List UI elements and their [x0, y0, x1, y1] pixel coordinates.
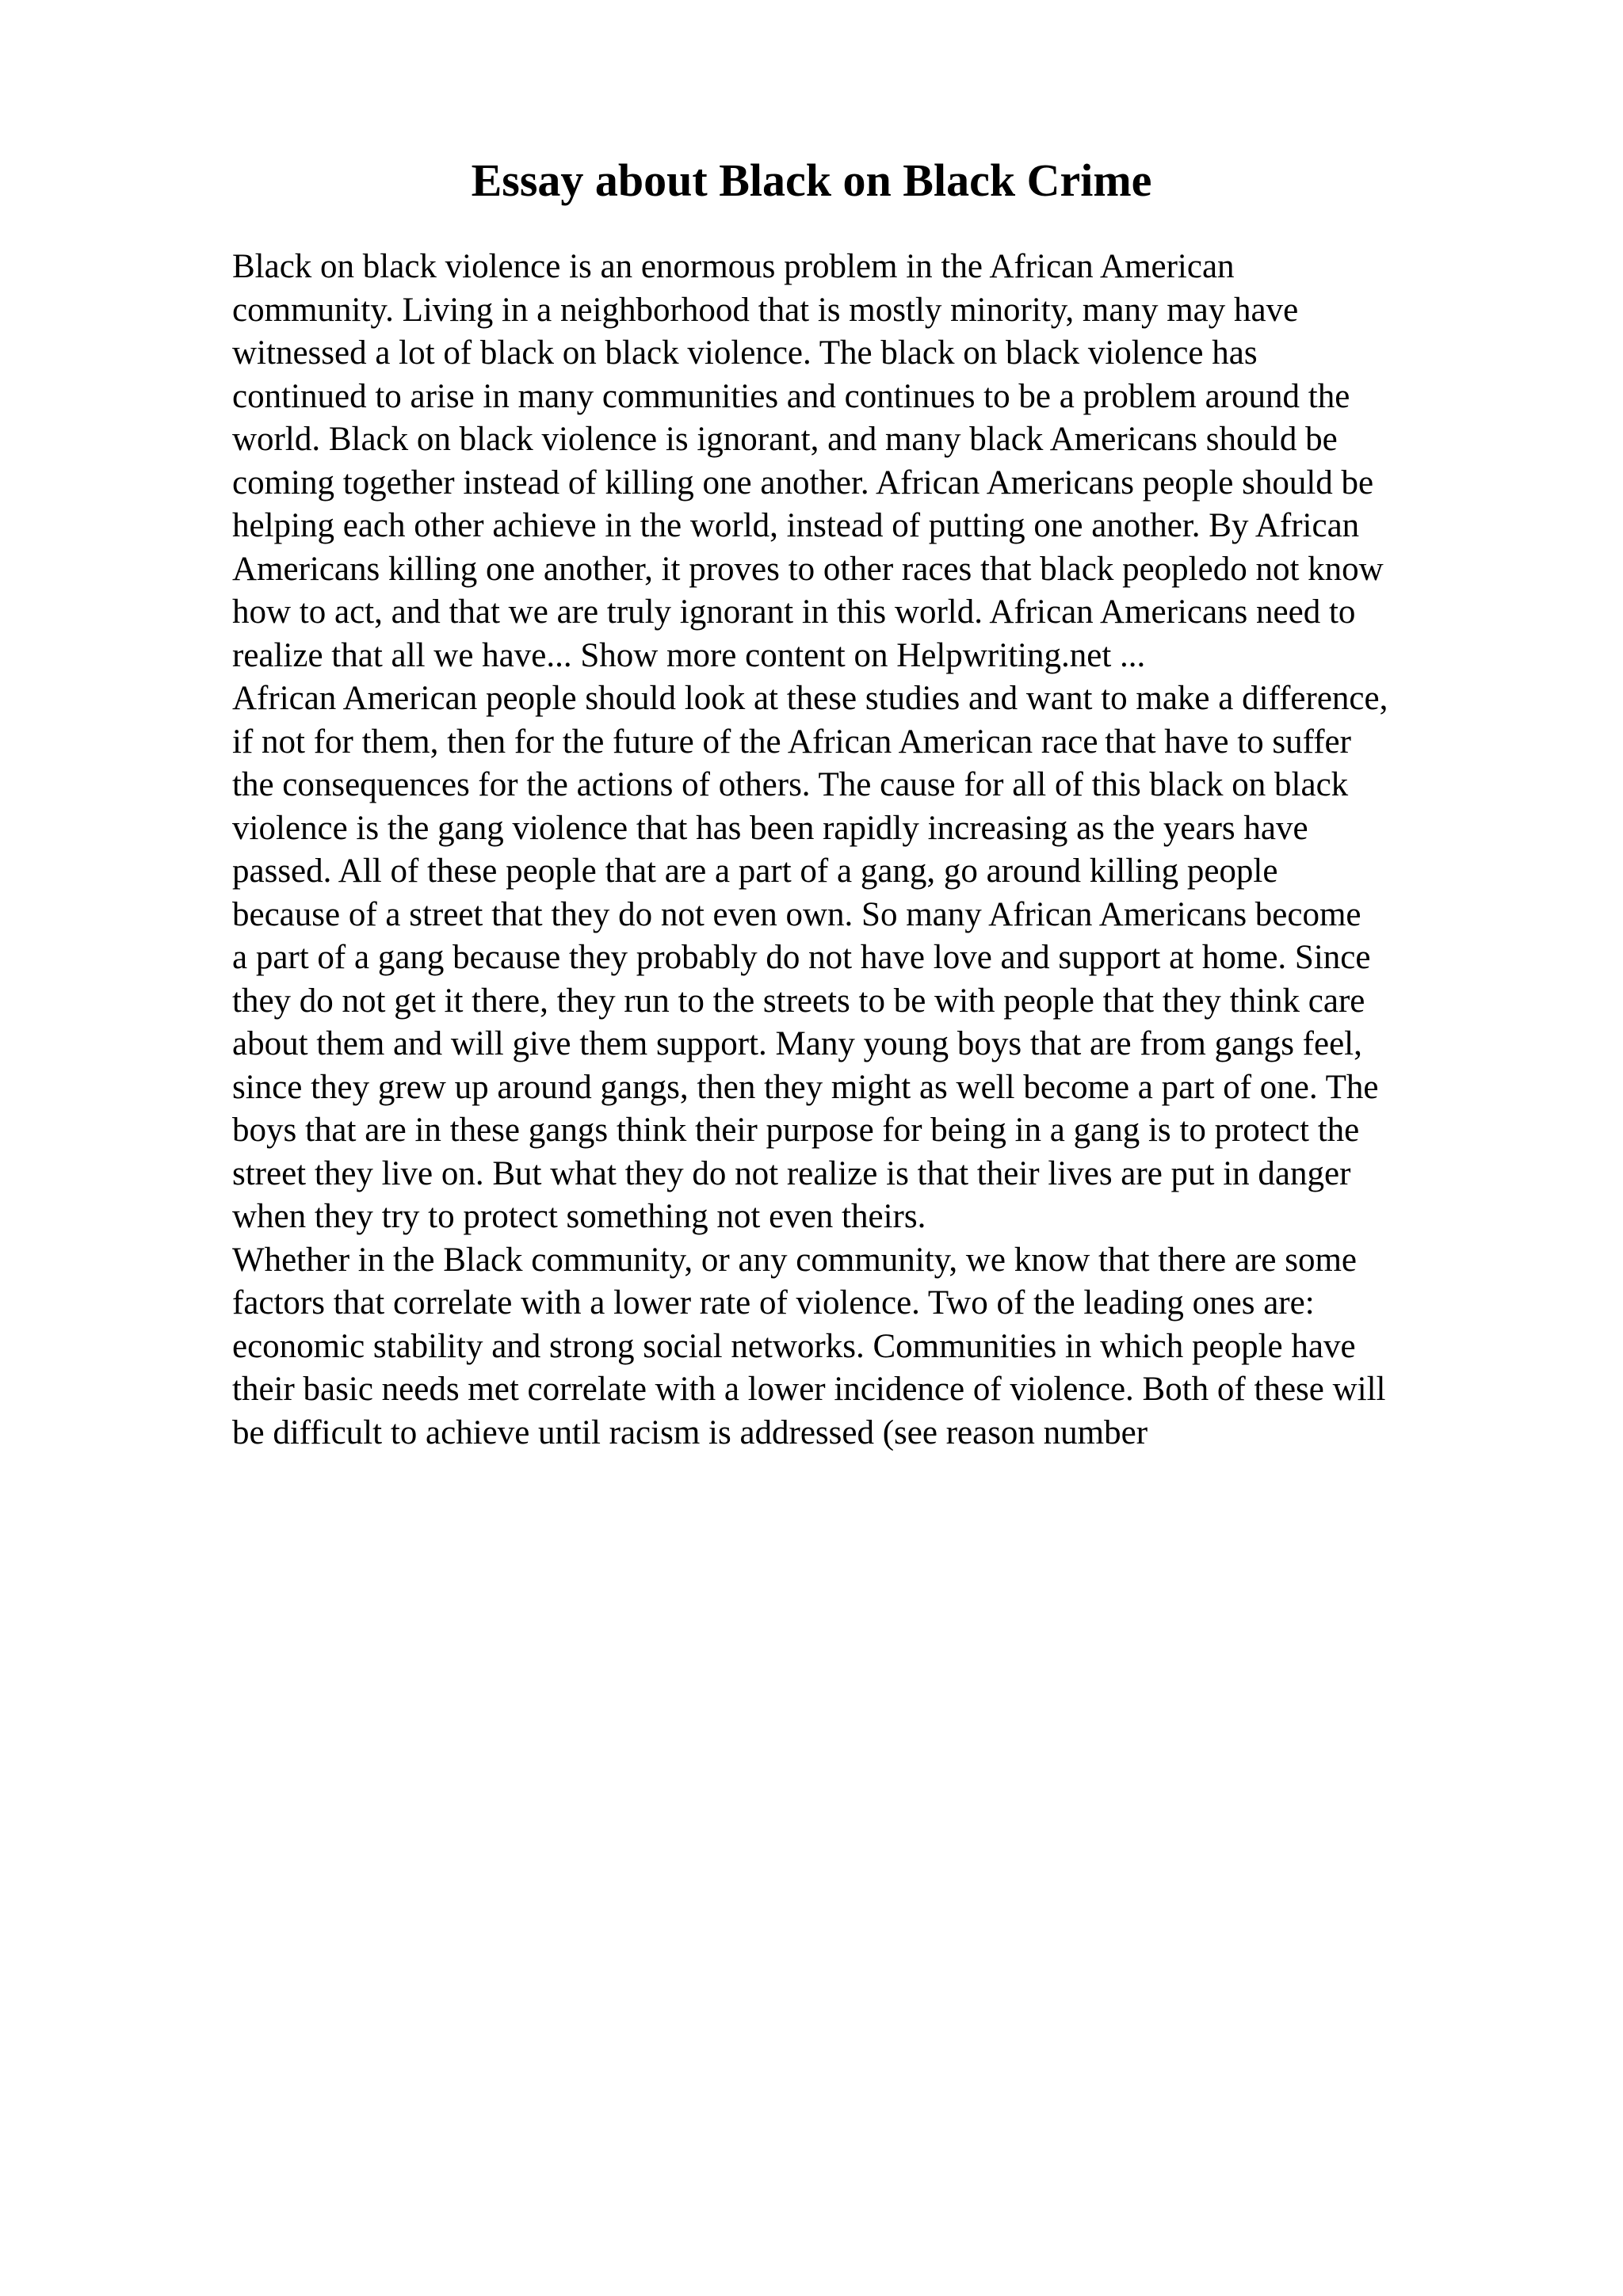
essay-line: helping each other achieve in the world, instead of putting one another. By African [232, 507, 1360, 544]
essay-line: violence is the gang violence that has been rapidly increasing as the years have [232, 809, 1308, 847]
essay-line: realize that all we have... Show more content on Helpwriting.net ... [232, 636, 1146, 674]
essay-line: African American people should look at these studies and want to make a difference, [232, 680, 1388, 717]
essay-line: since they grew up around gangs, then they might as well become a part of one. The [232, 1068, 1379, 1106]
essay-line: Whether in the Black community, or any community, we know that there are some [232, 1241, 1357, 1279]
essay-line: because of a street that they do not even own. So many African Americans become [232, 895, 1361, 933]
essay-line: street they live on. But what they do not realize is that their lives are put in danger [232, 1154, 1351, 1192]
essay-body [232, 246, 1516, 1455]
essay-line: passed. All of these people that are a part of a gang, go around killing people [232, 852, 1278, 890]
essay-line: they do not get it there, they run to the streets to be with people that they think care [232, 982, 1365, 1020]
essay-line: how to act, and that we are truly ignorant in this world. African Americans need to [232, 593, 1356, 631]
essay-line: world. Black on black violence is ignorant, and many black Americans should be [232, 421, 1338, 458]
essay-line: continued to arise in many communities and continues to be a problem around the [232, 377, 1350, 415]
essay-line: Black on black violence is an enormous problem in the African American [232, 248, 1235, 285]
essay-line: if not for them, then for the future of the African American race that have to suffer [232, 723, 1351, 761]
essay-line: coming together instead of killing one another. African Americans people should be [232, 463, 1374, 502]
essay-line: be difficult to achieve until racism is addressed (see reason number [232, 1413, 1148, 1451]
essay-line: a part of a gang because they probably do not have love and support at home. Since [232, 939, 1371, 976]
essay-line: boys that are in these gangs think their purpose for being in a gang is to protect the [232, 1112, 1360, 1149]
essay-line: Americans killing one another, it proves to other races that black peopledo not know [232, 550, 1384, 588]
essay-line: the consequences for the actions of others. The cause for all of this black on black [232, 766, 1349, 803]
essay-line: factors that correlate with a lower rate of violence. Two of the leading ones are: [232, 1284, 1315, 1322]
essay-line: economic stability and strong social networks. Communities in which people have [232, 1327, 1356, 1365]
essay-line: community. Living in a neighborhood that is mostly minority, many may have [232, 291, 1299, 329]
essay-line: about them and will give them support. Many young boys that are from gangs feel, [232, 1025, 1362, 1062]
essay-line: witnessed a lot of black on black violence. The black on black violence has [232, 334, 1258, 372]
essay-line: their basic needs met correlate with a lower incidence of violence. Both of these will [232, 1371, 1386, 1408]
essay-title: Essay about Black on Black Crime [471, 154, 1152, 206]
essay-line: when they try to protect something not even theirs. [232, 1198, 926, 1235]
